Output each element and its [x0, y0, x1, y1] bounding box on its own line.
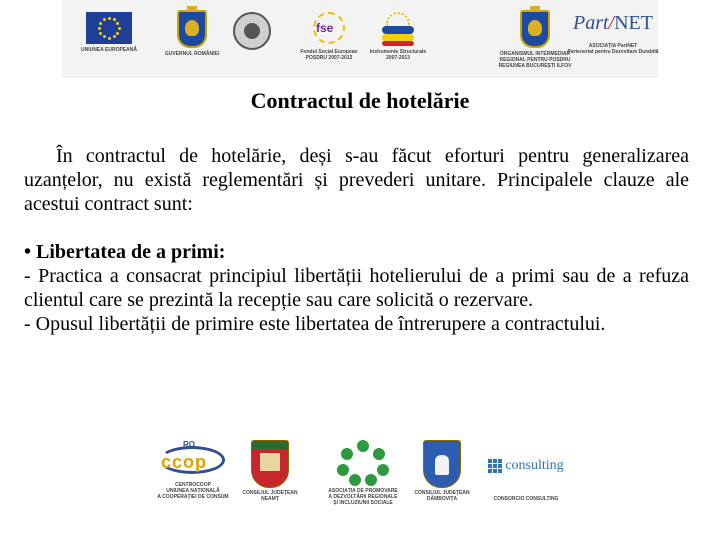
assoc-caption-1: ASOCIAȚIA DE PROMOVARE [328, 488, 398, 494]
seal-icon [233, 12, 271, 50]
oi-caption-2: REGIONAL PENTRU POSDRU [499, 57, 571, 63]
eu-star-icon [108, 37, 111, 40]
coop-icon: RO ccop [153, 440, 233, 480]
romanian-government-logo [164, 10, 220, 57]
eu-star-icon [116, 22, 119, 25]
dambovita-caption-1: CONSILIUL JUDEȚEAN [414, 490, 470, 496]
assoc-caption-2: A DEZVOLTĂRII REGIONALE [328, 494, 398, 500]
body-text [24, 144, 689, 336]
intro-paragraph: În contractul de hotelărie, deși s-au făcut eforturi pentru generalizarea uzanțelor, nu există reglementări și prevederi unitare. Principalele clauze ale acestui contract sunt: [24, 145, 689, 215]
coop-caption-1: CENTROCOOP [175, 482, 211, 488]
section-heading: • Libertatea de a primi: [24, 241, 226, 263]
eu-star-icon [103, 35, 106, 38]
neamt-caption-1: CONSILIUL JUDEȚEAN [242, 490, 298, 496]
consulting-wordmark: consulting [488, 458, 563, 474]
fse-caption-1: Fondul Social European [300, 49, 358, 55]
eu-star-icon [99, 22, 102, 25]
fse-icon: fse [304, 10, 354, 46]
dambovita-county-logo [412, 440, 472, 502]
bullet-item: - Opusul libertății de primire este libertatea de întrerupere a contractului. [24, 313, 606, 335]
people-circle-icon [333, 440, 393, 486]
eu-star-icon [116, 32, 119, 35]
oi-caption-3: REGIUNEA BUCUREȘTI ILFOV [498, 63, 572, 69]
eu-star-icon [113, 35, 116, 38]
neamt-county-logo [240, 440, 300, 502]
neamt-caption-2: NEAMȚ [261, 496, 279, 502]
eu-flag-logo [81, 12, 137, 53]
fse-caption-2: POSDRU 2007-2013 [305, 55, 353, 61]
coat-of-arms-icon [520, 10, 550, 48]
structural-instruments-logo [368, 10, 428, 61]
fse-logo [294, 10, 364, 61]
oi-caption-1: ORGANISMUL INTERMEDIAR [499, 51, 571, 57]
top-logo-strip [62, 0, 658, 78]
eu-flag-icon [86, 12, 132, 44]
eu-star-icon [98, 27, 101, 30]
is-caption-1: Instrumente Structurale [369, 49, 427, 55]
association-logo [318, 440, 408, 506]
centrocoop-logo [148, 440, 238, 500]
structural-instruments-icon [378, 10, 418, 46]
coat-of-arms-icon [177, 10, 207, 48]
eu-star-icon [113, 18, 116, 21]
coop-caption-3: A COOPERAȚIEI DE CONSUM [157, 494, 229, 500]
dambovita-shield-icon [423, 440, 461, 488]
ministry-seal-logo [232, 12, 272, 50]
eu-caption: UNIUNEA EUROPEANĂ [81, 47, 137, 53]
eu-star-icon [103, 18, 106, 21]
eu-star-icon [99, 32, 102, 35]
is-caption-2: 2007-2013 [386, 55, 410, 61]
coop-caption-2: UNIUNEA NAȚIONALĂ [166, 488, 220, 494]
gov-caption: GUVERNUL ROMÂNIEI [164, 51, 220, 57]
consulting-logo [484, 458, 568, 502]
partnet-logo [567, 12, 659, 55]
consulting-caption: CONSORCIO CONSULTING [493, 496, 559, 502]
grid-dots-icon [488, 459, 502, 473]
partnet-caption-1: ASOCIAȚIA PartNET [588, 43, 638, 49]
dambovita-caption-2: DÂMBOVIȚA [426, 496, 458, 502]
eu-star-icon [118, 27, 121, 30]
page-title: Contractul de hotelărie [250, 88, 470, 113]
partnet-caption-2: Parteneriat pentru Dezvoltare Durabilă [567, 49, 659, 55]
assoc-caption-3: ȘI INCLUZIUNII SOCIALE [333, 500, 393, 506]
bullet-item: - Practica a consacrat principiul libertății hotelierului de a primi sau de a refuza clientul care se prezintă la recepție sau care solicită o rezervare. [24, 265, 689, 311]
intermediate-body-logo [500, 10, 570, 69]
eu-star-icon [108, 17, 111, 20]
partnet-wordmark: Part/NET [572, 12, 653, 34]
neamt-shield-icon [251, 440, 289, 488]
